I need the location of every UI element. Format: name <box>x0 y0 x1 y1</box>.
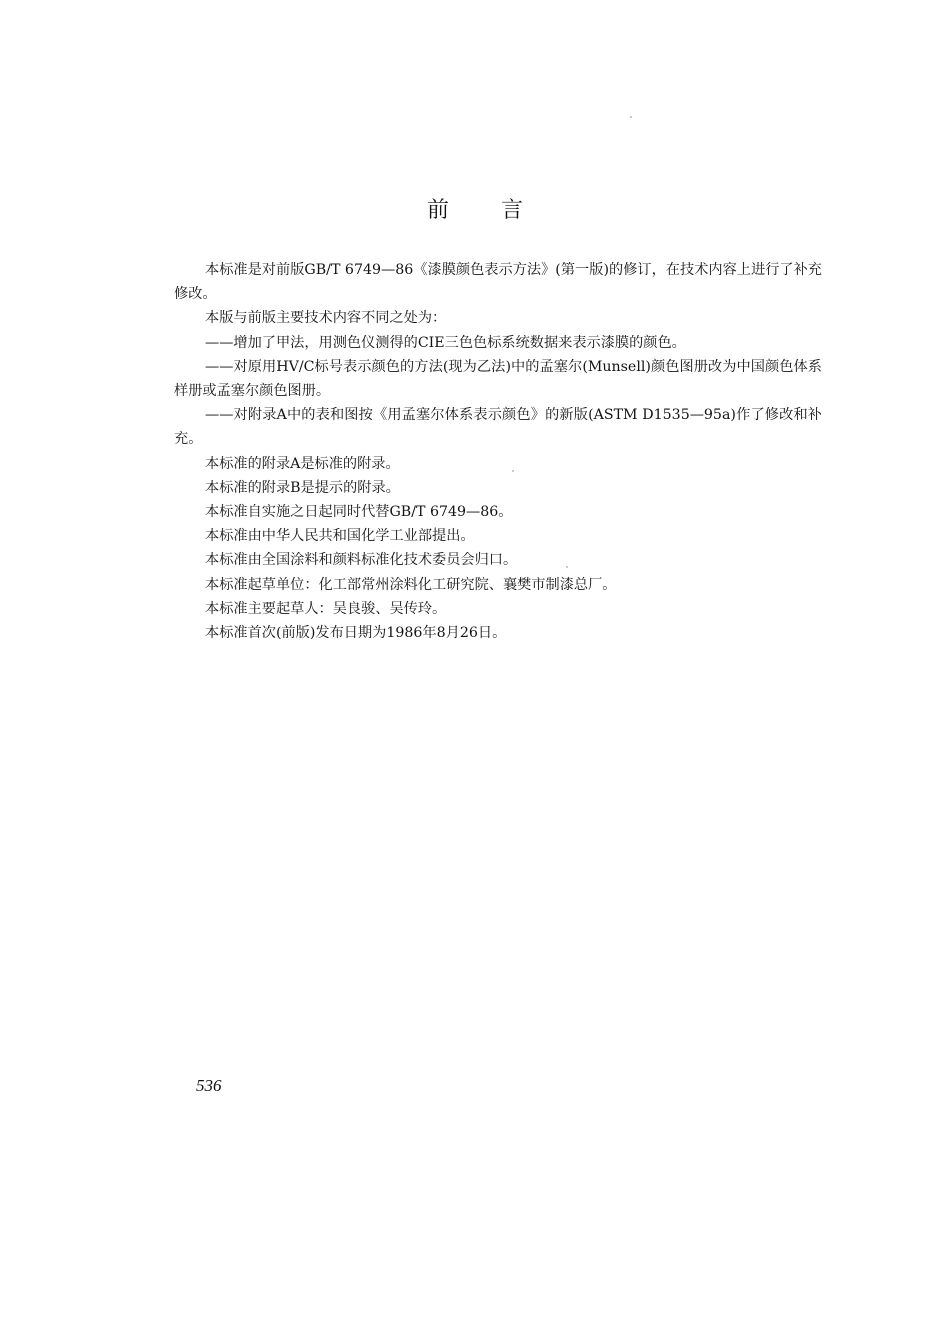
paragraph-drafting-units: 本标准起草单位：化工部常州涂料化工研究院、襄樊市制漆总厂。 <box>205 576 617 593</box>
preface-body <box>174 258 822 645</box>
page-title: 前言 <box>426 198 575 223</box>
paragraph-revision-note: 本标准是对前版GB/T 6749—86《漆膜颜色表示方法》(第一版)的修订，在技术内容上进行了补充修改。 <box>174 262 822 303</box>
paragraph-proposed-by: 本标准由中华人民共和国化学工业部提出。 <box>205 528 475 545</box>
paragraph-difference-method-b: ——对原用HV/C标号表示颜色的方法(现为乙法)中的孟塞尔(Munsell)颜色图册改为中国颜色体系样册或孟塞尔颜色图册。 <box>174 358 822 400</box>
paragraph-managed-by: 本标准由全国涂料和颜料标准化技术委员会归口。 <box>205 552 518 569</box>
page-number: 536 <box>196 1076 222 1095</box>
paragraph-replaces: 本标准自实施之日起同时代替GB/T 6749—86。 <box>205 504 513 521</box>
paragraph-appendix-a: 本标准的附录A是标准的附录。 <box>205 455 400 472</box>
scan-speck <box>566 566 568 568</box>
paragraph-first-issue-date: 本标准首次(前版)发布日期为1986年8月26日。 <box>205 625 507 642</box>
paragraph-differences-intro: 本版与前版主要技术内容不同之处为： <box>205 310 447 327</box>
scan-speck <box>630 116 632 118</box>
paragraph-difference-appendix-a: ——对附录A中的表和图按《用孟塞尔体系表示颜色》的新版(ASTM D1535—95a)作了修改和补充。 <box>174 407 822 448</box>
scan-speck <box>512 470 514 472</box>
paragraph-difference-method-a: ——增加了甲法，用测色仪测得的CIE三色色标系统数据来表示漆膜的颜色。 <box>205 334 686 351</box>
paragraph-appendix-b: 本标准的附录B是提示的附录。 <box>205 479 400 496</box>
paragraph-drafters: 本标准主要起草人：吴良骏、吴传玲。 <box>205 600 447 617</box>
